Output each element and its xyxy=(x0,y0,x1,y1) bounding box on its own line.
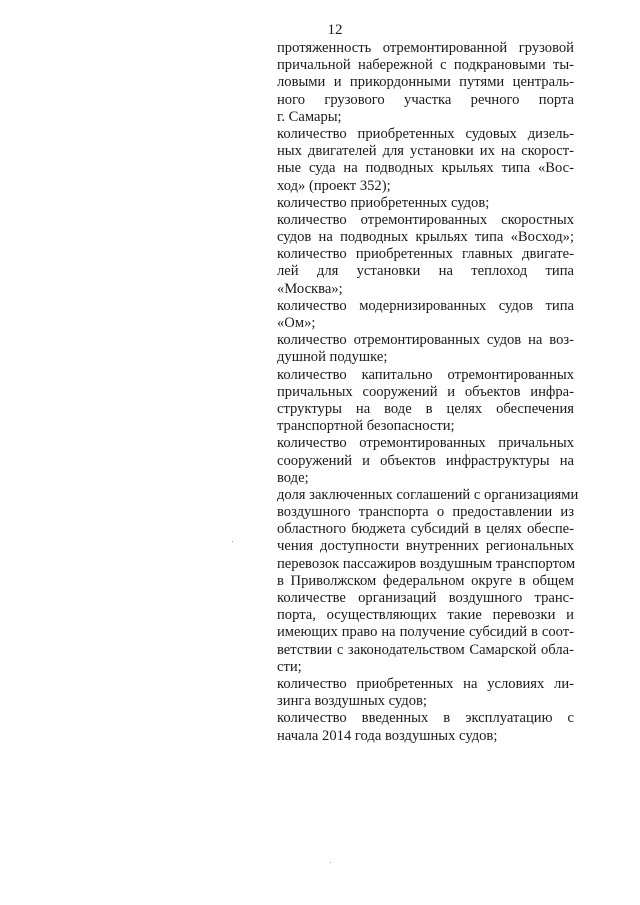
text-line: причальных сооружений и объектов инфра- xyxy=(277,383,574,400)
text-line: ного грузового участка речного порта xyxy=(277,91,574,108)
text-line: имеющих право на получение субсидий в соот- xyxy=(277,624,574,641)
text-line: причальной набережной с подкрановыми ты- xyxy=(277,57,574,74)
text-line: ные суда на подводных крыльях типа «Вос- xyxy=(277,160,574,177)
text-line: судов на подводных крыльях типа «Восход»; xyxy=(277,229,574,246)
scan-speck xyxy=(232,541,233,542)
text-line: областного бюджета субсидий в целях обеспе- xyxy=(277,521,574,538)
text-line: протяженность отремонтированной грузовой xyxy=(277,40,574,56)
text-line: начала 2014 года воздушных судов; xyxy=(277,727,498,744)
text-line: количество приобретенных судовых дизель- xyxy=(277,125,574,142)
text-line: «Москва»; xyxy=(277,280,343,297)
text-line: количестве организаций воздушного транс- xyxy=(277,590,574,606)
text-line: сти; xyxy=(277,658,302,675)
text-line: количество капитально отремонтированных xyxy=(277,366,574,383)
document-body-text xyxy=(277,40,579,745)
text-line: воде; xyxy=(277,469,309,486)
text-line: ных двигателей для установки их на скорост- xyxy=(277,143,574,160)
text-line: душной подушке; xyxy=(277,349,388,366)
text-line: в Приволжском федеральном округе в общем xyxy=(277,572,574,589)
text-line: ветствии с законодательством Самарской обла- xyxy=(277,641,574,658)
text-line: перевозок пассажиров воздушным транспортом xyxy=(277,555,576,572)
scan-speck xyxy=(330,862,331,863)
text-line: количество модернизированных судов типа xyxy=(277,297,574,314)
text-line: структуры на воде в целях обеспечения xyxy=(277,400,574,417)
text-line: количество приобретенных главных двигате- xyxy=(277,246,574,263)
text-line: зинга воздушных судов; xyxy=(277,693,427,710)
text-line: сооружений и объектов инфраструктуры на xyxy=(277,452,574,469)
page-number: 12 xyxy=(327,22,343,38)
text-line: чения доступности внутренних региональных xyxy=(277,538,574,555)
text-line: количество отремонтированных судов на воз- xyxy=(277,332,574,349)
text-line: порта, осуществляющих такие перевозки и xyxy=(277,607,574,624)
text-line: лей для установки на теплоход типа xyxy=(277,263,574,280)
text-line: ловыми и прикордонными путями централь- xyxy=(277,74,574,91)
text-line: количество приобретенных судов; xyxy=(277,194,490,211)
text-line: количество введенных в эксплуатацию с xyxy=(277,710,574,727)
text-line: г. Самары; xyxy=(277,108,342,125)
text-line: доля заключенных соглашений с организациями xyxy=(277,486,579,503)
text-line: количество приобретенных на условиях ли- xyxy=(277,675,574,692)
text-line: «Ом»; xyxy=(277,315,316,331)
text-line: воздушного транспорта о предоставлении из xyxy=(277,504,574,521)
text-line: количество отремонтированных причальных xyxy=(277,435,574,452)
text-line: ход» (проект 352); xyxy=(277,177,391,194)
text-line: количество отремонтированных скоростных xyxy=(277,211,574,228)
text-line: транспортной безопасности; xyxy=(277,418,455,435)
